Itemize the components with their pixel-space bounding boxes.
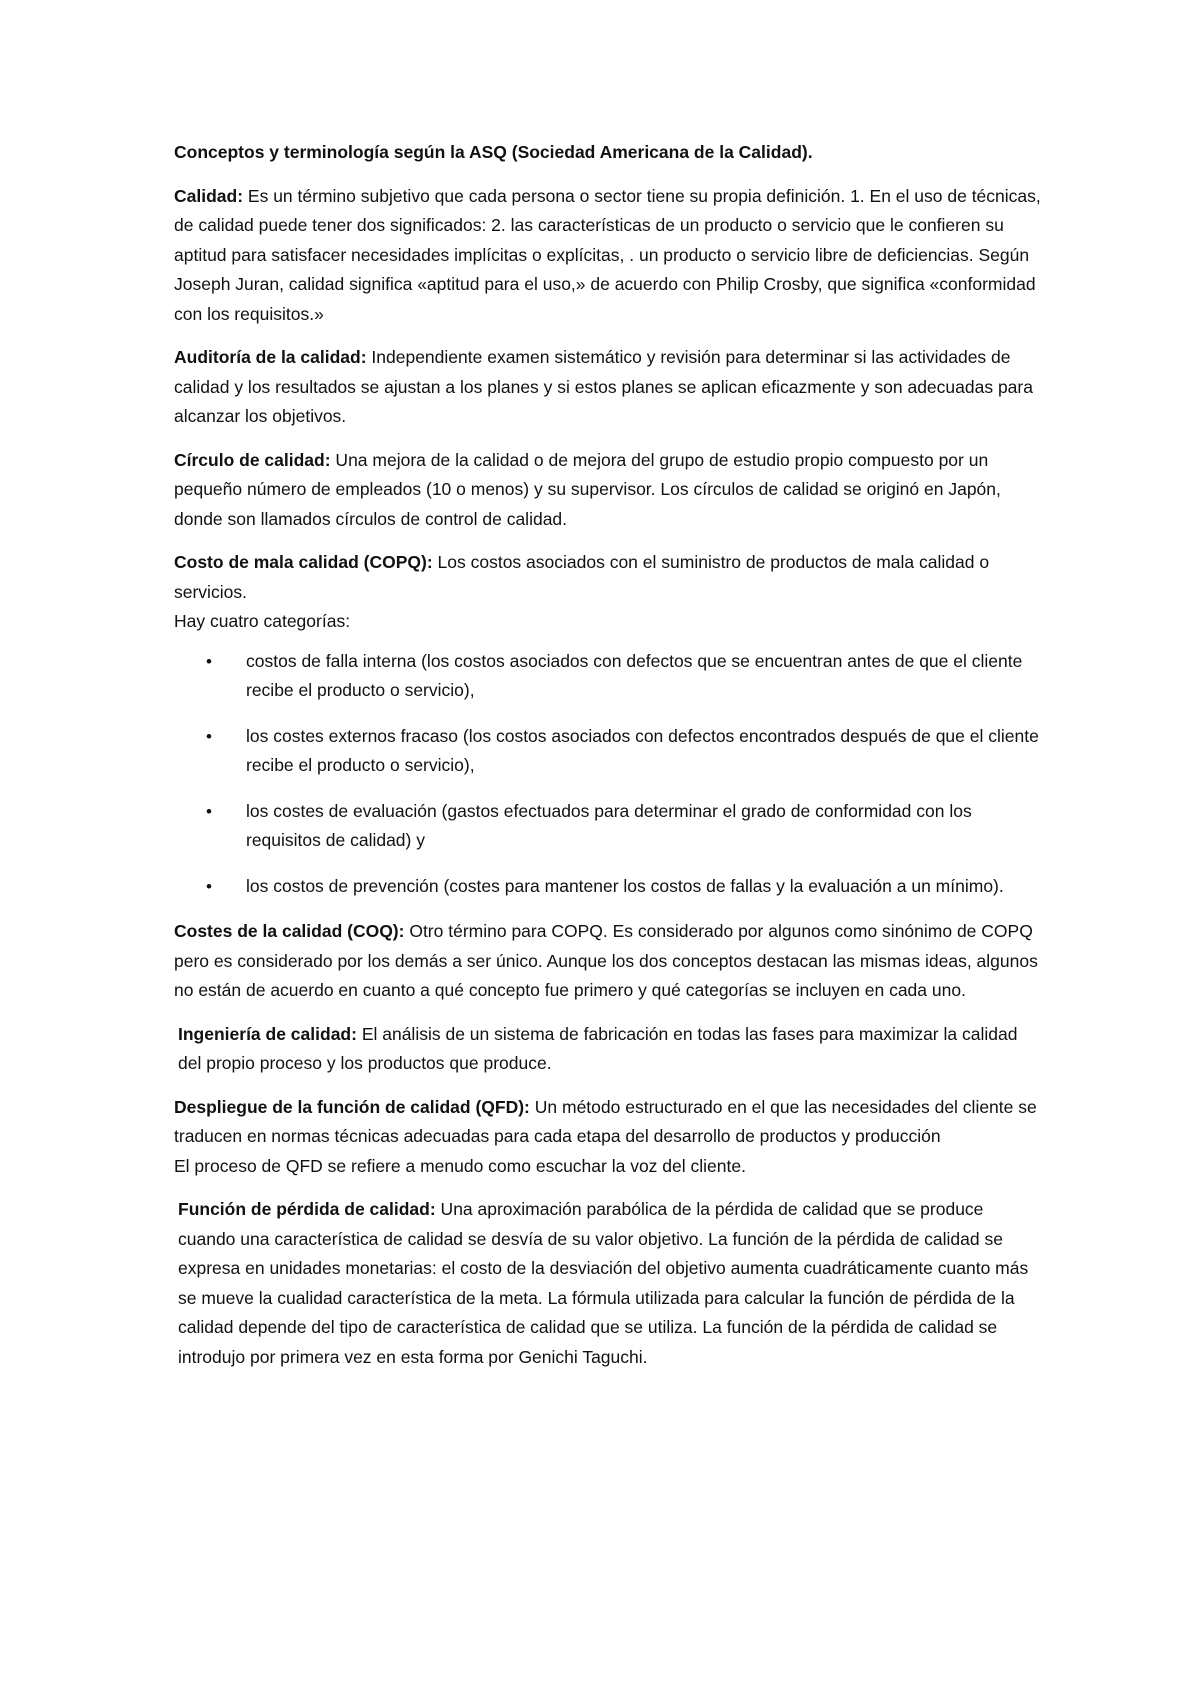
document-title: Conceptos y terminología según la ASQ (Sociedad Americana de la Calidad). — [174, 142, 813, 162]
term-label: Círculo de calidad: — [174, 449, 331, 470]
bullet-icon: • — [206, 801, 212, 821]
definition-text: Una aproximación parabólica de la pérdida de calidad que se produce cuando una característica de calidad se desvía de su valor objetivo. La función de la pérdida de calidad se expresa en unidades monetarias: el costo de la desviación del objetivo aumenta cuadráticamente cuanto más se mueve la cualidad característica de la meta. La fórmula utilizada para calcular la función de pérdida de la calidad depende del tipo de característica de calidad que se utiliza. La función de la pérdida de calidad se introdujo por primera vez en esta forma por Genichi Taguchi. — [178, 1199, 1029, 1367]
list-item — [174, 722, 1044, 781]
term-label: Calidad: — [174, 185, 244, 206]
list-item-text: los costes externos fracaso (los costos asociados con defectos encontrados después de que el cliente recibe el producto o servicio), — [246, 725, 1039, 775]
bullet-icon: • — [206, 876, 212, 896]
definition-circulo — [174, 446, 1044, 535]
definition-text: Independiente examen sistemático y revisión para determinar si las actividades de calidad y los resultados se ajustan a los planes y si estos planes se aplican eficazmente y son adecuadas para alcanzar los objetivos. — [174, 347, 1033, 426]
definition-text: Es un término subjetivo que cada persona o sector tiene su propia definición. 1. En el uso de técnicas, de calidad puede tener dos significados: 2. las características de un producto o servicio que le confieren su aptitud para satisfacer necesidades implícitas o explícitas, . un producto o servicio libre de deficiencias. Según Joseph Juran, calidad significa «aptitud para el uso,» de acuerdo con Philip Crosby, que significa «conformidad con los requisitos.» — [174, 185, 1041, 324]
definition-perdida — [174, 1195, 1044, 1372]
copq-intro: Hay cuatro categorías: — [174, 611, 351, 631]
term-label: Despliegue de la función de calidad (QFD): — [174, 1096, 530, 1117]
definition-text: El análisis de un sistema de fabricación en todas las fases para maximizar la calidad del propio proceso y los productos que produce. — [178, 1023, 1018, 1073]
qfd-note: El proceso de QFD se refiere a menudo como escuchar la voz del cliente. — [174, 1155, 746, 1176]
bullet-icon: • — [206, 726, 212, 746]
definition-ingenieria — [174, 1020, 1044, 1079]
term-label: Costes de la calidad (COQ): — [174, 921, 405, 941]
definition-calidad — [174, 182, 1044, 330]
definition-text: Una mejora de la calidad o de mejora del grupo de estudio propio compuesto por un pequeño número de empleados (10 o menos) y su supervisor. Los círculos de calidad se originó en Japón, donde son llamados círculos de control de calidad. — [174, 449, 1001, 529]
list-item-text: los costes de evaluación (gastos efectuados para determinar el grado de conformidad con los requisitos de calidad) y — [246, 800, 972, 850]
definition-text: Otro término para COPQ. Es considerado por algunos como sinónimo de COPQ pero es considerado por los demás a ser único. Aunque los dos conceptos destacan las mismas ideas, algunos no están de acuerdo en cuanto a qué concepto fue primero y qué categorías se incluyen en cada uno. — [174, 921, 1038, 1000]
definition-copq — [174, 548, 1044, 607]
document-page — [174, 138, 1044, 1386]
list-item — [174, 797, 1044, 856]
list-item — [174, 872, 1044, 902]
definition-coq — [174, 917, 1044, 1006]
copq-category-list — [174, 647, 1044, 902]
definition-text: Los costos asociados con el suministro de productos de mala calidad o servicios. — [174, 552, 990, 602]
term-label: Costo de mala calidad (COPQ): — [174, 552, 433, 572]
definition-qfd — [174, 1093, 1044, 1152]
list-item — [174, 647, 1044, 706]
term-label: Auditoría de la calidad: — [174, 347, 367, 367]
list-item-text: los costos de prevención (costes para mantener los costos de fallas y la evaluación a un mínimo). — [246, 875, 1004, 896]
term-label: Ingeniería de calidad: — [178, 1023, 357, 1044]
term-label: Función de pérdida de calidad: — [178, 1199, 436, 1219]
bullet-icon: • — [206, 651, 212, 671]
definition-text: Un método estructurado en el que las necesidades del cliente se traducen en normas técnicas adecuadas para cada etapa del desarrollo de productos y producción — [174, 1096, 1037, 1146]
list-item-text: costos de falla interna (los costos asociados con defectos que se encuentran antes de que el cliente recibe el producto o servicio), — [246, 650, 1023, 700]
definition-auditoria — [174, 343, 1044, 432]
